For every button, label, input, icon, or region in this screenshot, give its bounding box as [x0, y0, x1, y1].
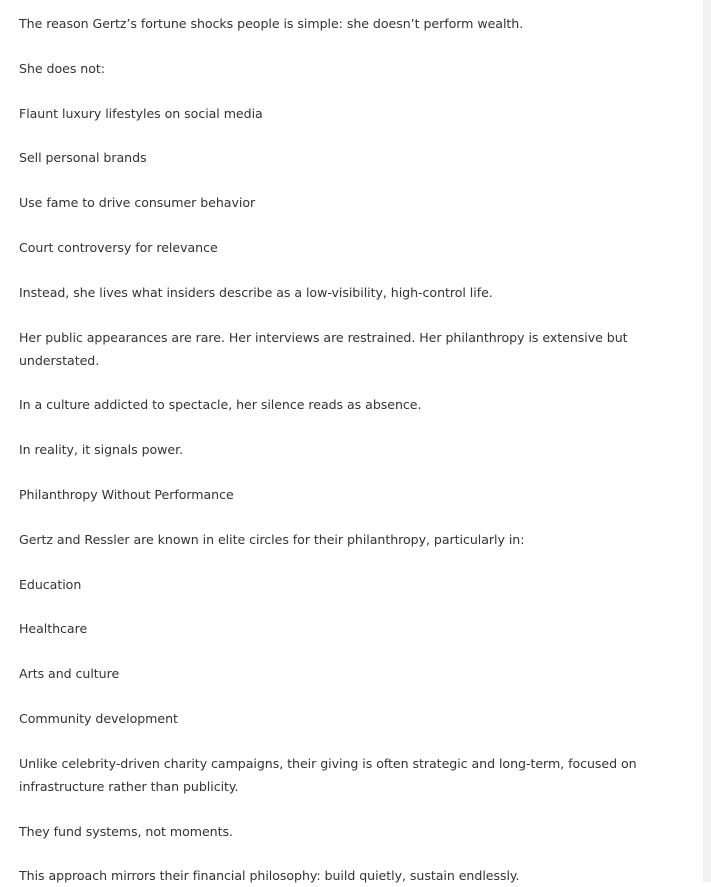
- article-body: [19, 12, 691, 887]
- paragraph-instead: Instead, she lives what insiders describe as a low-visibility, high-control life.: [19, 284, 493, 300]
- paragraph-culture: In a culture addicted to spectacle, her silence reads as absence.: [19, 397, 422, 413]
- list-item-court-controversy: Court controversy for relevance: [19, 239, 218, 255]
- list-item-arts-culture: Arts and culture: [19, 666, 120, 682]
- paragraph-approach: This approach mirrors their financial philosophy: build quietly, sustain endlessly.: [19, 868, 520, 884]
- paragraph-she-does-not: She does not:: [19, 60, 105, 76]
- page-gutter: [703, 0, 711, 882]
- list-item-community-development: Community development: [19, 710, 178, 726]
- paragraph-unlike-celebrity: Unlike celebrity-driven charity campaigns, their giving is often strategic and long-term, focused on infrastructure rather than publicity.: [19, 755, 637, 794]
- paragraph-fund-systems: They fund systems, not moments.: [19, 823, 233, 839]
- section-heading-philanthropy: Philanthropy Without Performance: [19, 486, 234, 502]
- paragraph-known-for: Gertz and Ressler are known in elite circles for their philanthropy, particularly in:: [19, 531, 525, 547]
- list-item-flaunt-luxury: Flaunt luxury lifestyles on social media: [19, 105, 263, 121]
- paragraph-intro: The reason Gertz’s fortune shocks people is simple: she doesn’t perform wealth.: [19, 16, 524, 31]
- list-item-use-fame: Use fame to drive consumer behavior: [19, 195, 256, 211]
- list-item-sell-brands: Sell personal brands: [19, 150, 147, 166]
- list-item-education: Education: [19, 576, 82, 592]
- list-item-healthcare: Healthcare: [19, 621, 88, 637]
- paragraph-public-appearances: Her public appearances are rare. Her interviews are restrained. Her philanthropy is extensive but understated.: [19, 329, 628, 368]
- paragraph-reality: In reality, it signals power.: [19, 442, 184, 458]
